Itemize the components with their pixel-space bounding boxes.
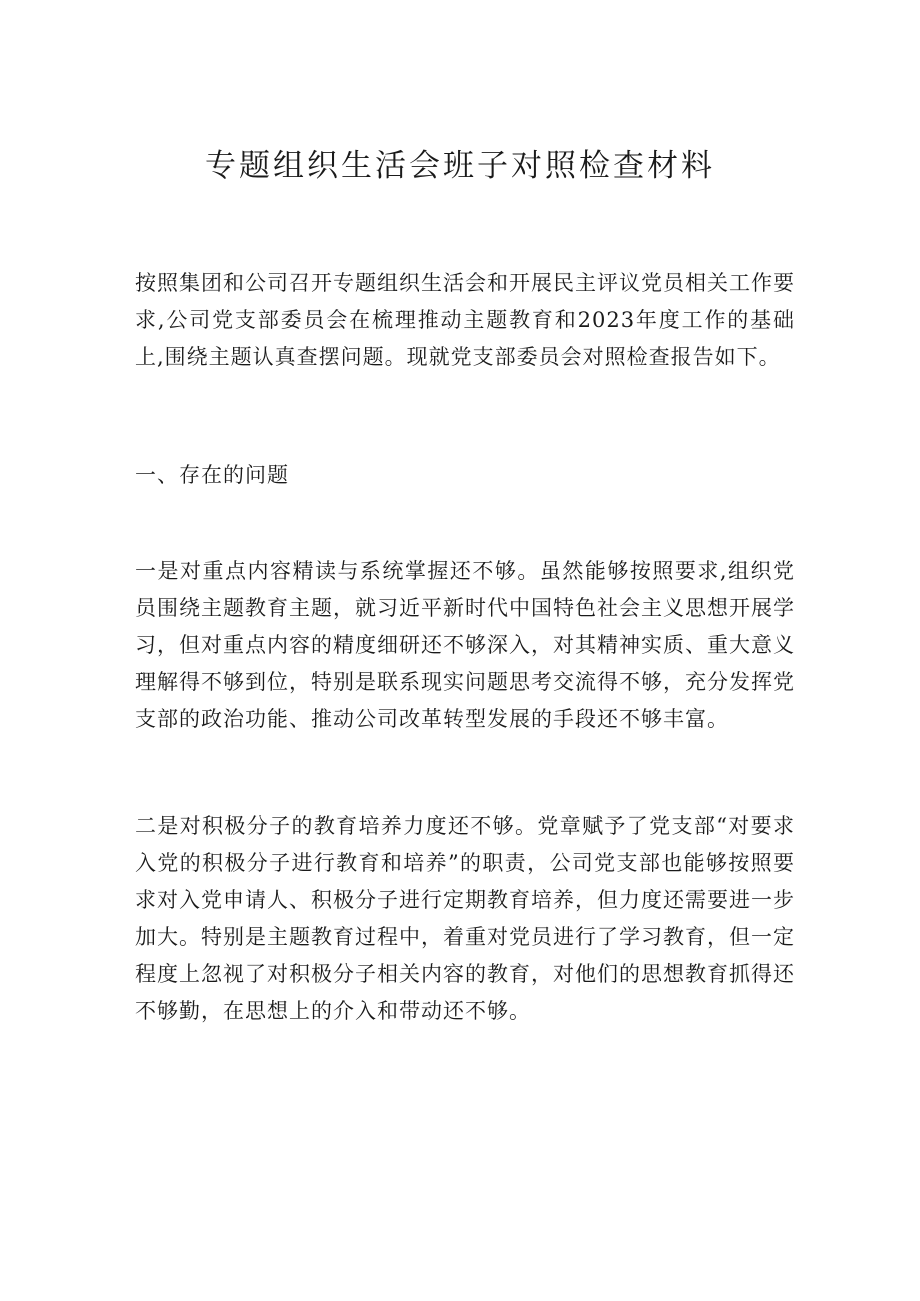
problem-paragraph-one: 一是对重点内容精读与系统掌握还不够。虽然能够按照要求,组织党员围绕主题教育主题，就习近平新时代中国特色社会主义思想开展学习，但对重点内容的精度细研还不够深入，对其精神实质、重大意义理解得不够到位，特别是联系现实问题思考交流得不够，充分发挥党支部的政治功能、推动公司改革转型发展的手段还不够丰富。 [135, 559, 795, 731]
intro-paragraph: 按照集团和公司召开专题组织生活会和开展民主评议党员相关工作要求,公司党支部委员会在梳理推动主题教育和2023年度工作的基础上,围绕主题认真查摆问题。现就党支部委员会对照检查报告如下。 [135, 271, 795, 369]
document-title: 专题组织生活会班子对照检查材料 [205, 148, 715, 184]
problem-paragraph-two: 二是对积极分子的教育培养力度还不够。党章赋予了党支部“对要求入党的积极分子进行教育和培养”的职责，公司党支部也能够按照要求对入党申请人、积极分子进行定期教育培养，但力度还需要进一步加大。特别是主题教育过程中，着重对党员进行了学习教育，但一定程度上忽视了对积极分子相关内容的教育，对他们的思想教育抓得还不够勤，在思想上的介入和带动还不够。 [135, 814, 795, 1023]
section-heading: 一、存在的问题 [135, 463, 289, 487]
